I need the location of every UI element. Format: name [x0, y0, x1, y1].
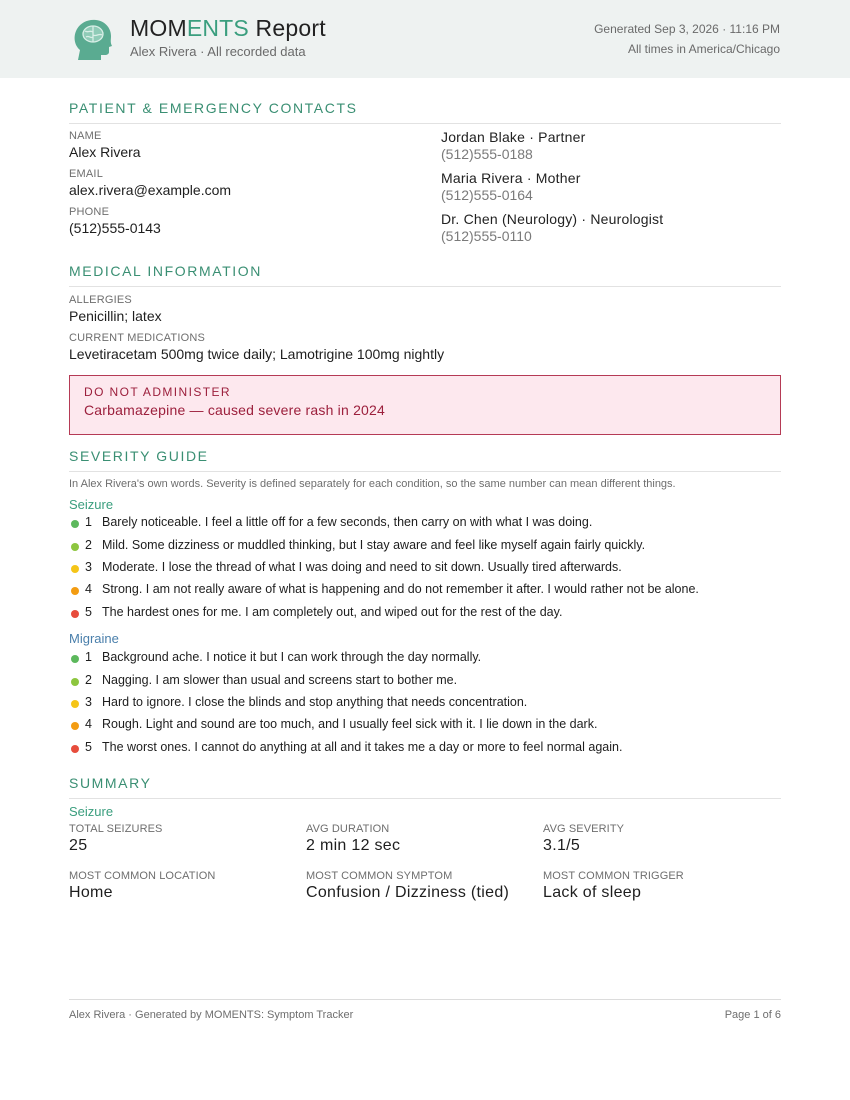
severity-level-description: The worst ones. I cannot do anything at all and it takes me a day or more to feel normal again. [102, 739, 623, 754]
severity-level-description: Rough. Light and sound are too much, and I usually feel sick with it. I lie down in the dark. [102, 717, 598, 732]
severity-dot-icon [71, 565, 79, 573]
severity-level-description: Nagging. I am slower than usual and screens start to bother me. [102, 672, 458, 687]
severity-dot-icon [71, 722, 79, 730]
alert-text: Carbamazepine — caused severe rash in 2024 [84, 402, 386, 418]
emergency-contact-phone: (512)555-0110 [441, 228, 532, 244]
stat-value: 2 min 12 sec [306, 837, 401, 854]
severity-level-number: 4 [85, 582, 92, 597]
stat-value: 25 [69, 837, 88, 854]
emergency-contact-name: Dr. Chen (Neurology) · Neurologist [441, 211, 664, 227]
severity-level-row [69, 646, 781, 668]
severity-list-seizure [69, 511, 781, 623]
severity-level-number: 2 [85, 672, 92, 687]
severity-level-row [69, 578, 781, 600]
severity-level-description: Barely noticeable. I feel a little off for a few seconds, then carry on with what I was doing. [102, 515, 593, 530]
email-label: EMAIL [69, 168, 104, 180]
severity-level-row [69, 713, 781, 735]
severity-level-description: Background ache. I notice it but I can work through the day normally. [102, 650, 482, 665]
timezone-note: All times in America/Chicago [627, 42, 780, 56]
severity-level-number: 3 [85, 694, 92, 709]
stat-label: AVG SEVERITY [543, 823, 625, 835]
severity-dot-icon [71, 610, 79, 618]
severity-dot-icon [71, 587, 79, 595]
severity-level-number: 1 [85, 650, 92, 665]
condition-heading-migraine: Migraine [69, 631, 119, 646]
summary-condition-heading: Seizure [69, 804, 114, 819]
patient-email: alex.rivera@example.com [69, 182, 232, 198]
severity-dot-icon [71, 745, 79, 753]
do-not-administer-alert [69, 375, 781, 435]
severity-level-row [69, 668, 781, 690]
severity-level-description: Mild. Some dizziness or muddled thinking, but I stay aware and feel like myself again fairly quickly. [102, 537, 646, 552]
emergency-contact-phone: (512)555-0188 [441, 146, 533, 162]
severity-dot-icon [71, 678, 79, 686]
severity-level-row [69, 511, 781, 533]
severity-level-number: 4 [85, 717, 92, 732]
allergies-label: ALLERGIES [69, 294, 132, 306]
report-subtitle: Alex Rivera · All recorded data [130, 44, 306, 59]
head-brain-icon [70, 16, 116, 62]
severity-list-migraine [69, 646, 781, 758]
allergies-value: Penicillin; latex [69, 308, 162, 324]
stat-label: MOST COMMON LOCATION [69, 870, 216, 882]
patient-name: Alex Rivera [69, 144, 141, 160]
severity-level-row [69, 736, 781, 758]
emergency-contact-name: Jordan Blake · Partner [441, 129, 586, 145]
condition-heading-seizure: Seizure [69, 497, 114, 512]
severity-level-row [69, 533, 781, 555]
emergency-contact-name: Maria Rivera · Mother [441, 170, 581, 186]
emergency-contact-phone: (512)555-0164 [441, 187, 533, 203]
stat-value: Lack of sleep [543, 884, 642, 901]
phone-label: PHONE [69, 206, 110, 218]
footer-divider [69, 999, 781, 1000]
stat-value: Home [69, 884, 113, 901]
report-title: MOMENTS Report [130, 15, 326, 41]
severity-level-number: 2 [85, 537, 92, 552]
section-title-medical: MEDICAL INFORMATION [69, 263, 781, 287]
report-header [0, 0, 850, 78]
severity-level-description: The hardest ones for me. I am completely out, and wiped out for the rest of the day. [102, 604, 563, 619]
severity-level-row [69, 556, 781, 578]
stat-label: AVG DURATION [306, 823, 390, 835]
medications-label: CURRENT MEDICATIONS [69, 332, 206, 344]
severity-dot-icon [71, 700, 79, 708]
patient-phone: (512)555-0143 [69, 220, 161, 236]
severity-level-description: Hard to ignore. I close the blinds and stop anything that needs concentration. [102, 694, 528, 709]
footer-credit: Alex Rivera · Generated by MOMENTS: Symptom Tracker [69, 1009, 354, 1021]
section-title-severity: SEVERITY GUIDE [69, 448, 781, 472]
severity-level-number: 5 [85, 739, 92, 754]
severity-level-description: Strong. I am not really aware of what is happening and do not remember it after. I would rather not be alone. [102, 582, 699, 597]
severity-dot-icon [71, 543, 79, 551]
stat-value: Confusion / Dizziness (tied) [306, 884, 510, 901]
generated-timestamp: Generated Sep 3, 2026 · 11:16 PM [594, 22, 780, 36]
severity-level-number: 1 [85, 515, 92, 530]
name-label: NAME [69, 130, 102, 142]
severity-level-row [69, 601, 781, 623]
severity-dot-icon [71, 520, 79, 528]
severity-level-row [69, 691, 781, 713]
severity-note: In Alex Rivera's own words. Severity is defined separately for each condition, so the same number can mean different things. [69, 478, 676, 490]
section-title-summary: SUMMARY [69, 775, 781, 799]
stat-label: MOST COMMON SYMPTOM [306, 870, 453, 882]
section-title-contacts: PATIENT & EMERGENCY CONTACTS [69, 100, 781, 124]
stat-label: TOTAL SEIZURES [69, 823, 163, 835]
medications-value: Levetiracetam 500mg twice daily; Lamotrigine 100mg nightly [69, 346, 445, 362]
severity-dot-icon [71, 655, 79, 663]
stat-value: 3.1/5 [543, 837, 581, 854]
alert-label: DO NOT ADMINISTER [84, 385, 231, 399]
severity-level-number: 5 [85, 604, 92, 619]
severity-level-description: Moderate. I lose the thread of what I was doing and need to sit down. Usually tired afterwards. [102, 559, 622, 574]
stat-label: MOST COMMON TRIGGER [543, 870, 684, 882]
page-number: Page 1 of 6 [724, 1009, 781, 1021]
severity-level-number: 3 [85, 559, 92, 574]
